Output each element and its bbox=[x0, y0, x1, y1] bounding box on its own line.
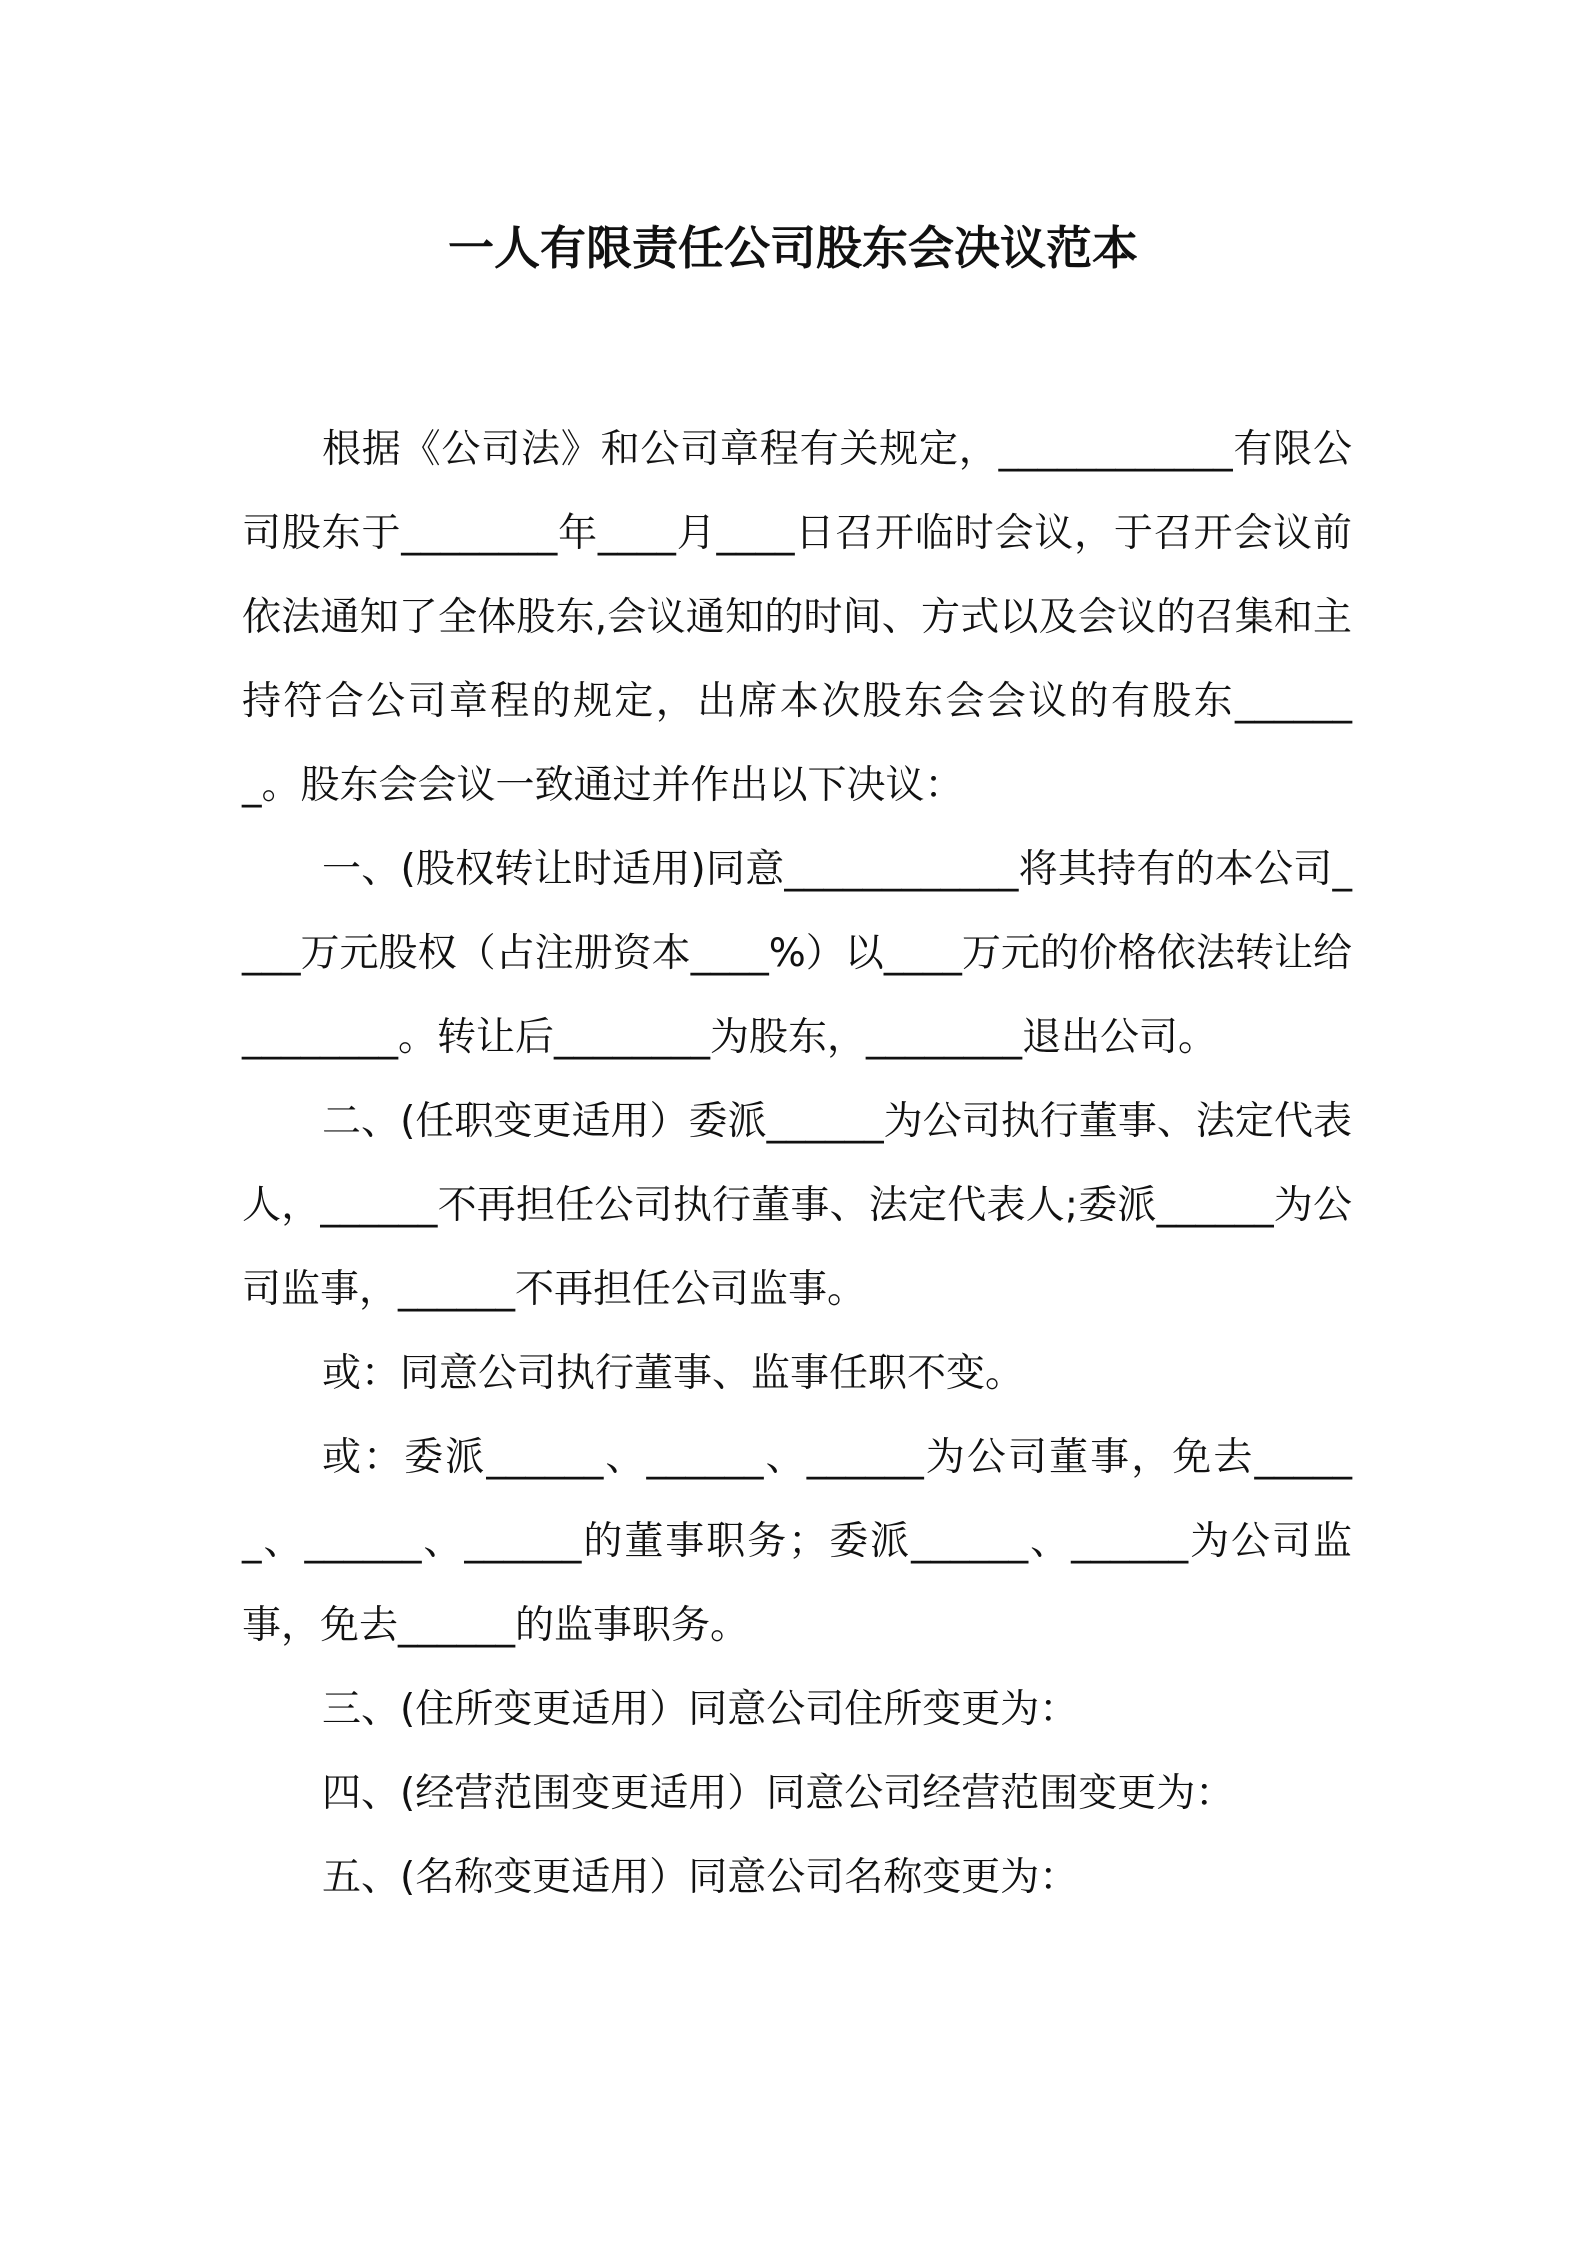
paragraph-resolution-3-address: 三、(住所变更适用）同意公司住所变更为： bbox=[322, 1687, 1079, 1732]
paragraph-preamble: 根据《公司法》和公司章程有关规定，____________有限公司股东于________年____月____日召开临时会议，于召开会议前依法通知了全体股东,会议通知的时间、方式以及会议的召集和主持符合公司章程的规定，出席本次股东会会议的有股东_______。股东会会议一致通过并作出以下决议： bbox=[242, 427, 1352, 808]
document-title: 一人有限责任公司股东会决议范本 bbox=[448, 221, 1138, 275]
paragraph-resolution-1-equity-transfer: 一、(股权转让时适用)同意____________将其持有的本公司____万元股权（占注册资本____%）以____万元的价格依法转让给________。转让后________为股东，________退出公司。 bbox=[242, 847, 1352, 1060]
paragraph-resolution-2-alternative-unchanged: 或：同意公司执行董事、监事任职不变。 bbox=[322, 1351, 1025, 1396]
paragraph-resolution-2-appointment: 二、(任职变更适用）委派______为公司执行董事、法定代表人，______不再担任公司执行董事、法定代表人;委派______为公司监事，______不再担任公司监事。 bbox=[242, 1099, 1352, 1312]
paragraph-resolution-2-alternative-directors: 或：委派______、______、______为公司董事，免去______、______、______的董事职务；委派______、______为公司监事，免去______的监事职务。 bbox=[242, 1435, 1352, 1648]
paragraph-resolution-5-name: 五、(名称变更适用）同意公司名称变更为： bbox=[322, 1855, 1079, 1900]
paragraph-resolution-4-business-scope: 四、(经营范围变更适用）同意公司经营范围变更为： bbox=[322, 1771, 1235, 1816]
document-body bbox=[242, 408, 1352, 1920]
